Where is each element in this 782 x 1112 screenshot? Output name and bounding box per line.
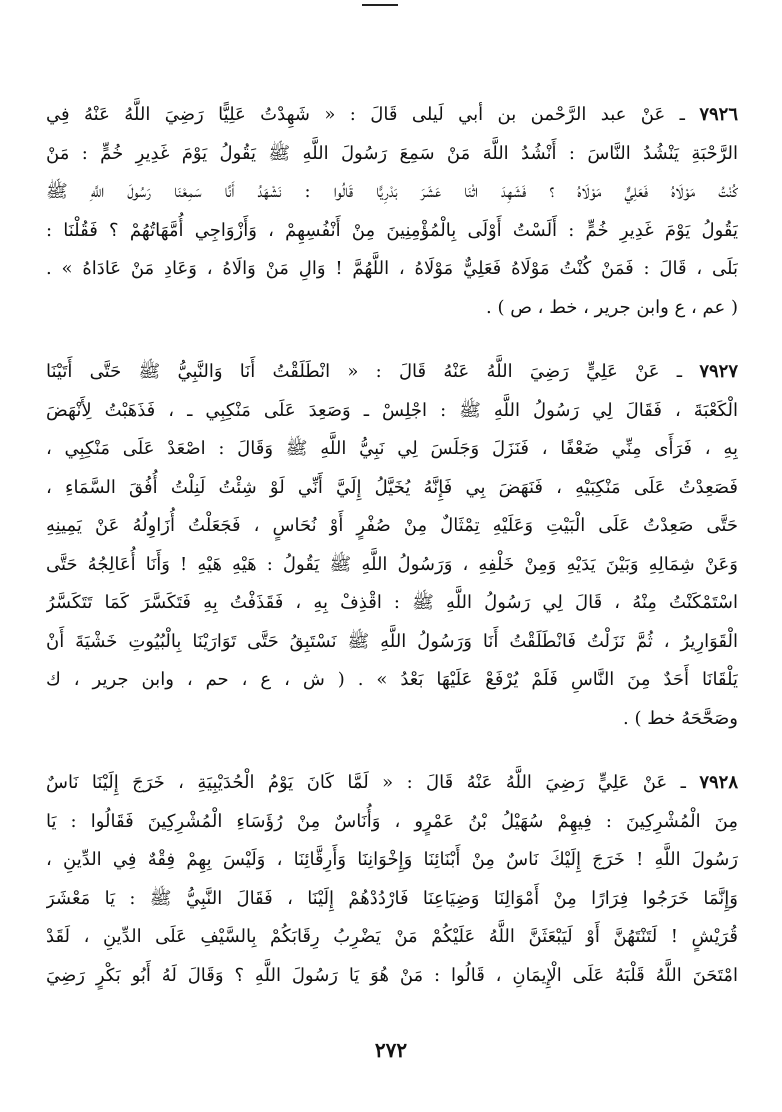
hadith-line: ٧٩٢٦ ـ عَنْ عبد الرَّحْمن بن أبي لَيلى قَالَ : « شَهِدْتُ عَلِيًّا رَضِيَ اللَّهُ عَنْهُ فِي <box>46 104 738 125</box>
hadith-line: وَعَنْ شِمَالِهِ وَبَيْنَ يَدَيْهِ وَمِنْ خَلْفِهِ ، وَرَسُولُ اللَّهِ ﷺ يَقُولُ : هَيْهِ هَيْهِ ! وَأَنَا أُعَالِجُهُ حَتَّى <box>46 553 738 575</box>
hadith-line: الْكَعْبَةَ ، فَقَالَ لِي رَسُولُ اللَّهِ ﷺ : اجْلِسْ ـ وَصَعِدَ عَلَى مَنْكِبِي ـ ، فَذَهَبْتُ لِأَنْهَضَ <box>46 399 738 421</box>
hadith-line: بِهِ ، فَرَأَى مِنِّي ضَعْفًا ، فَنَزَلَ وَجَلَسَ لِي نَبِيُّ اللَّهِ ﷺ وَقَالَ : اصْعَدْ عَلَى مَنْكِبِي ، <box>46 438 738 459</box>
hadith-line: بَلَى ، قَالَ : فَمَنْ كُنْتُ مَوْلَاهُ فَعَلِيٌّ مَوْلَاهُ ، اللَّهُمَّ ! وَالِ مَنْ وَالَاهُ ، وَعَادِ مَنْ عَادَاهُ » . <box>46 258 738 279</box>
hadith-line: الرَّحْبَةِ يَنْشُدُ النَّاسَ : أَنْشُدُ اللَّهَ مَنْ سَمِعَ رَسُولَ اللَّهِ ﷺ يَقُولُ يَوْمَ غَدِيرِ خُمٍّ : مَنْ <box>46 142 738 164</box>
hadith-text: عَنْ عَلِيٍّ رَضِيَ اللَّهُ عَنْهُ قَالَ : « انْطَلَقْتُ أَنَا وَالنَّبِيُّ ﷺ حَتَّى أَتَيْنَا <box>46 361 660 382</box>
hadith-line: وَإِنَّمَا خَرَجُوا فِرَارًا مِنْ أَمْوَالِنَا وَضِيَاعِنَا فَارْدُدْهُمْ إِلَيْنَا ، فَقَالَ النَّبِيُّ ﷺ : يَا مَعْشَرَ <box>46 887 738 909</box>
page-number: ٢٧٢ <box>374 1038 408 1062</box>
hadith-7928 <box>46 764 738 995</box>
page-body <box>46 96 738 1021</box>
hadith-7926 <box>46 96 738 327</box>
top-rule <box>362 4 398 6</box>
hadith-7927 <box>46 353 738 738</box>
hadith-text: عَنْ عبد الرَّحْمن بن أبي لَيلى قَالَ : « شَهِدْتُ عَلِيًّا رَضِيَ اللَّهُ عَنْهُ فِي <box>46 104 666 125</box>
hadith-line: قُرَيْشٍ ! لَتَنْتَهُنَّ أَوْ لَيَبْعَثَنَّ اللَّهُ عَلَيْكُمْ مَنْ يَضْرِبُ رِقَابَكُمْ بِالسَّيْفِ عَلَى الدِّينِ ، لَقَدْ <box>46 926 738 947</box>
hadith-number: ٧٩٢٧ <box>699 361 738 382</box>
hadith-number: ٧٩٢٨ <box>699 772 738 793</box>
hadith-line: اسْتَمْكَنْتُ مِنْهُ ، قَالَ لِي رَسُولُ اللَّهِ ﷺ : اقْذِفْ بِهِ ، فَقَذَفْتُ بِهِ فَتَكَسَّرَ كَمَا تَتَكَسَّرُ <box>46 592 738 613</box>
hadith-line: ٧٩٢٨ ـ عَنْ عَلِيٍّ رَضِيَ اللَّهُ عَنْهُ قَالَ : « لَمَّا كَانَ يَوْمُ الْحُدَيْبِيَةِ ، خَرَجَ إِلَيْنَا نَاسٌ <box>46 772 738 793</box>
hadith-line: فَصَعِدْتُ عَلَى مَنْكِبَيْهِ ، فَنَهَضَ بِي فَإِنَّهُ يُخَيَّلُ إِلَيَّ أَنِّي لَوْ شِئْتُ لَنِلْتُ أُفُقَ السَّمَاءِ ، <box>46 476 738 498</box>
hadith-line: حَتَّى صَعِدْتُ عَلَى الْبَيْتِ وَعَلَيْهِ تِمْثَالٌ مِنْ صُفْرٍ أَوْ نُحَاسٍ ، فَجَعَلْتُ أُزَاوِلُهُ عَنْ يَمِينِهِ <box>46 515 738 536</box>
hadith-line: ٧٩٢٧ ـ عَنْ عَلِيٍّ رَضِيَ اللَّهُ عَنْهُ قَالَ : « انْطَلَقْتُ أَنَا وَالنَّبِيُّ ﷺ حَتَّى أَتَيْنَا <box>46 361 738 382</box>
hadith-line: كُنْتُ مَوْلَاهُ فَعَلِيٌّ مَوْلَاهُ ؟ فَشَهِدَ اثْنَا عَشَرَ بَدْرِيًّا قَالُوا : نَشْهَدُ أَنَّا سَمِعْنَا رَسُولَ اللَّهِ ﷺ <box>46 181 738 202</box>
hadith-number: ٧٩٢٦ <box>699 104 738 125</box>
hadith-line: الْقَوَارِيرُ ، ثُمَّ نَزَلْتُ فَانْطَلَقْتُ أَنَا وَرَسُولُ اللَّهِ ﷺ نَسْتَبِقُ حَتَّى تَوَارَيْنَا بِالْبُيُوتِ خَشْيَةَ أَنْ <box>46 630 738 652</box>
hadith-line: مِنَ الْمُشْرِكِينَ : فِيهِمْ سُهَيْلُ بْنُ عَمْرٍو ، وَأُنَاسٌ مِنْ رُؤَسَاءِ الْمُشْرِكِينَ فَقَالُوا : يَا <box>46 810 738 832</box>
hadith-text: عَنْ عَلِيٍّ رَضِيَ اللَّهُ عَنْهُ قَالَ : « لَمَّا كَانَ يَوْمُ الْحُدَيْبِيَةِ ، خَرَجَ إِلَيْنَا نَاسٌ <box>46 772 668 793</box>
hadith-sources: وصَحَّحَهُ خط ) . <box>623 707 738 729</box>
hadith-line: يَلْقَانَا أَحَدٌ مِنَ النَّاسِ فَلَمْ يُرْفَعْ عَلَيْهَا بَعْدُ » . ( ش ، ع ، حم ، وابن جرير ، ك <box>46 669 738 690</box>
hadith-line: رَسُولَ اللَّهِ ! خَرَجَ إِلَيْكَ نَاسٌ مِنْ أَبْنَائِنَا وَإِخْوَانِنَا وَأَرِقَّائِنَا ، وَلَيْسَ بِهِمْ فِقْهٌ فِي الدِّينِ ، <box>46 849 738 870</box>
hadith-sources: ( عم ، ع وابن جرير ، خط ، ص ) . <box>486 296 738 318</box>
hadith-line: امْتَحَنَ اللَّهُ قَلْبَهُ عَلَى الْإِيمَانِ ، قَالُوا : مَنْ هُوَ يَا رَسُولَ اللَّهِ ؟ وَقَالَ لَهُ أَبُو بَكْرٍ رَضِيَ <box>46 964 738 986</box>
hadith-line: يَقُولُ يَوْمَ غَدِيرِ خُمٍّ : أَلَسْتُ أَوْلَى بِالْمُؤْمِنِينَ مِنْ أَنْفُسِهِمْ ، وَأَزْوَاجِي أُمَّهَاتُهُمْ ؟ فَقُلْنَا : <box>46 219 738 241</box>
